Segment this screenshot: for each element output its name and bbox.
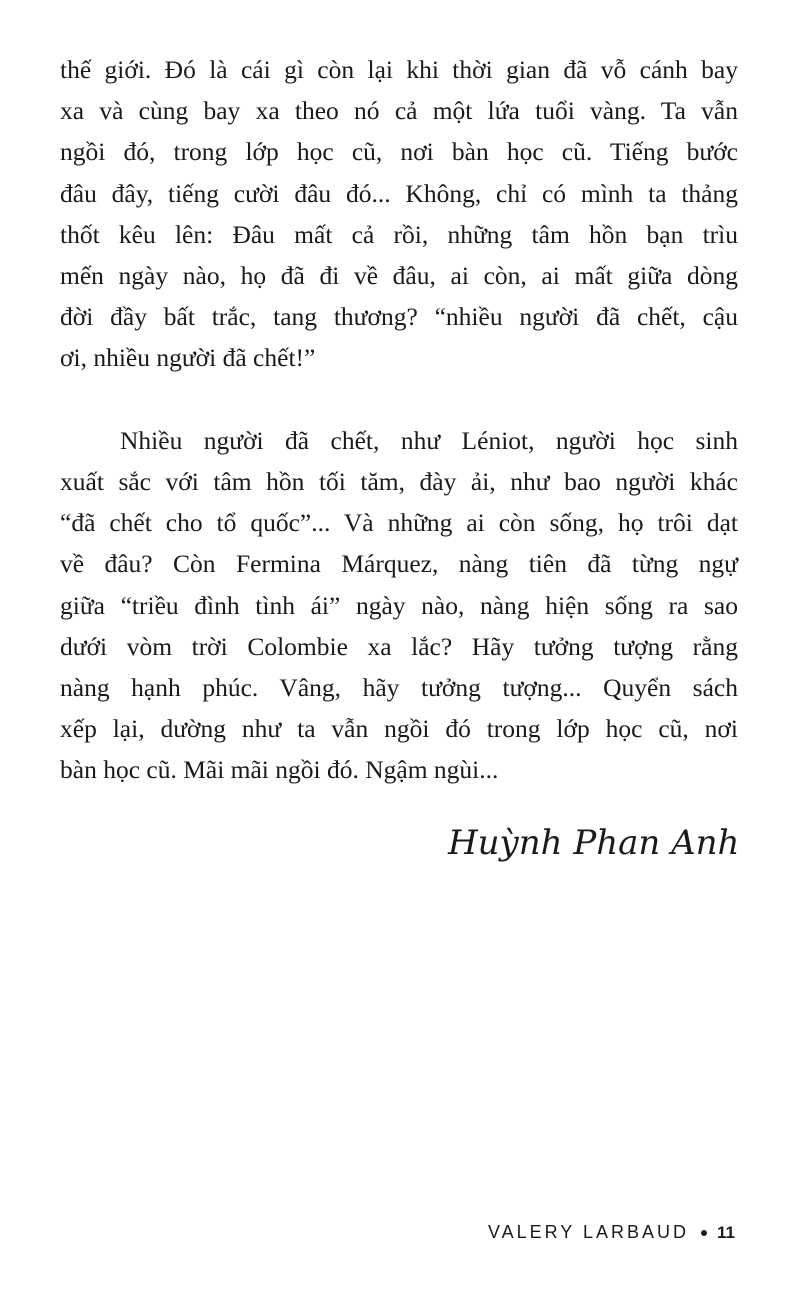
text-line: ngồi đó, trong lớp học cũ, nơi bàn học cũ. Tiếng bước [60, 137, 738, 167]
running-footer [488, 1222, 735, 1243]
text-line: về đâu? Còn Fermina Márquez, nàng tiên đã từng ngự [60, 549, 738, 579]
text-line: xuất sắc với tâm hồn tối tăm, đày ải, như bao người khác [60, 467, 738, 497]
text-line: thốt kêu lên: Đâu mất cả rồi, những tâm hồn bạn trìu [60, 219, 738, 249]
page-number: 11 [717, 1222, 735, 1242]
text-line: xa và cùng bay xa theo nó cả một lứa tuổi vàng. Ta vẫn [60, 96, 738, 126]
signature-script [440, 806, 740, 878]
text-line: dưới vòm trời Colombie xa lắc? Hãy tưởng tượng rằng [60, 631, 738, 661]
author-signature [440, 806, 740, 878]
text-line: thế giới. Đó là cái gì còn lại khi thời gian đã vỗ cánh bay [60, 55, 738, 84]
text-line: Nhiều người đã chết, như Léniot, người học sinh [120, 425, 738, 455]
text-line: bàn học cũ. Mãi mãi ngồi đó. Ngậm ngùi... [60, 755, 499, 785]
text-line: nàng hạnh phúc. Vâng, hãy tưởng tượng... Quyển sách [60, 673, 738, 703]
text-line: mến ngày nào, họ đã đi về đâu, ai còn, ai mất giữa dòng [60, 261, 738, 291]
text-line: giữa “triều đình tình ái” ngày nào, nàng hiện sống ra sao [60, 590, 738, 620]
text-line: đâu đây, tiếng cười đâu đó... Không, chỉ có mình ta thảng [60, 178, 738, 208]
text-line: “đã chết cho tổ quốc”... Và những ai còn sống, họ trôi dạt [60, 508, 738, 538]
body-text [60, 49, 738, 791]
paragraph-1 [60, 49, 738, 379]
bullet-separator [701, 1230, 707, 1236]
text-line: đời đầy bất trắc, tang thương? “nhiều người đã chết, cậu [60, 302, 738, 332]
footer-author: VALERY LARBAUD [487, 1222, 690, 1242]
text-line: ơi, nhiều người đã chết!” [60, 343, 316, 373]
text-line: xếp lại, dường như ta vẫn ngồi đó trong lớp học cũ, nơi [60, 714, 738, 744]
paragraph-2 [60, 420, 738, 791]
signature-text: Huỳnh Phan Anh [448, 823, 740, 863]
